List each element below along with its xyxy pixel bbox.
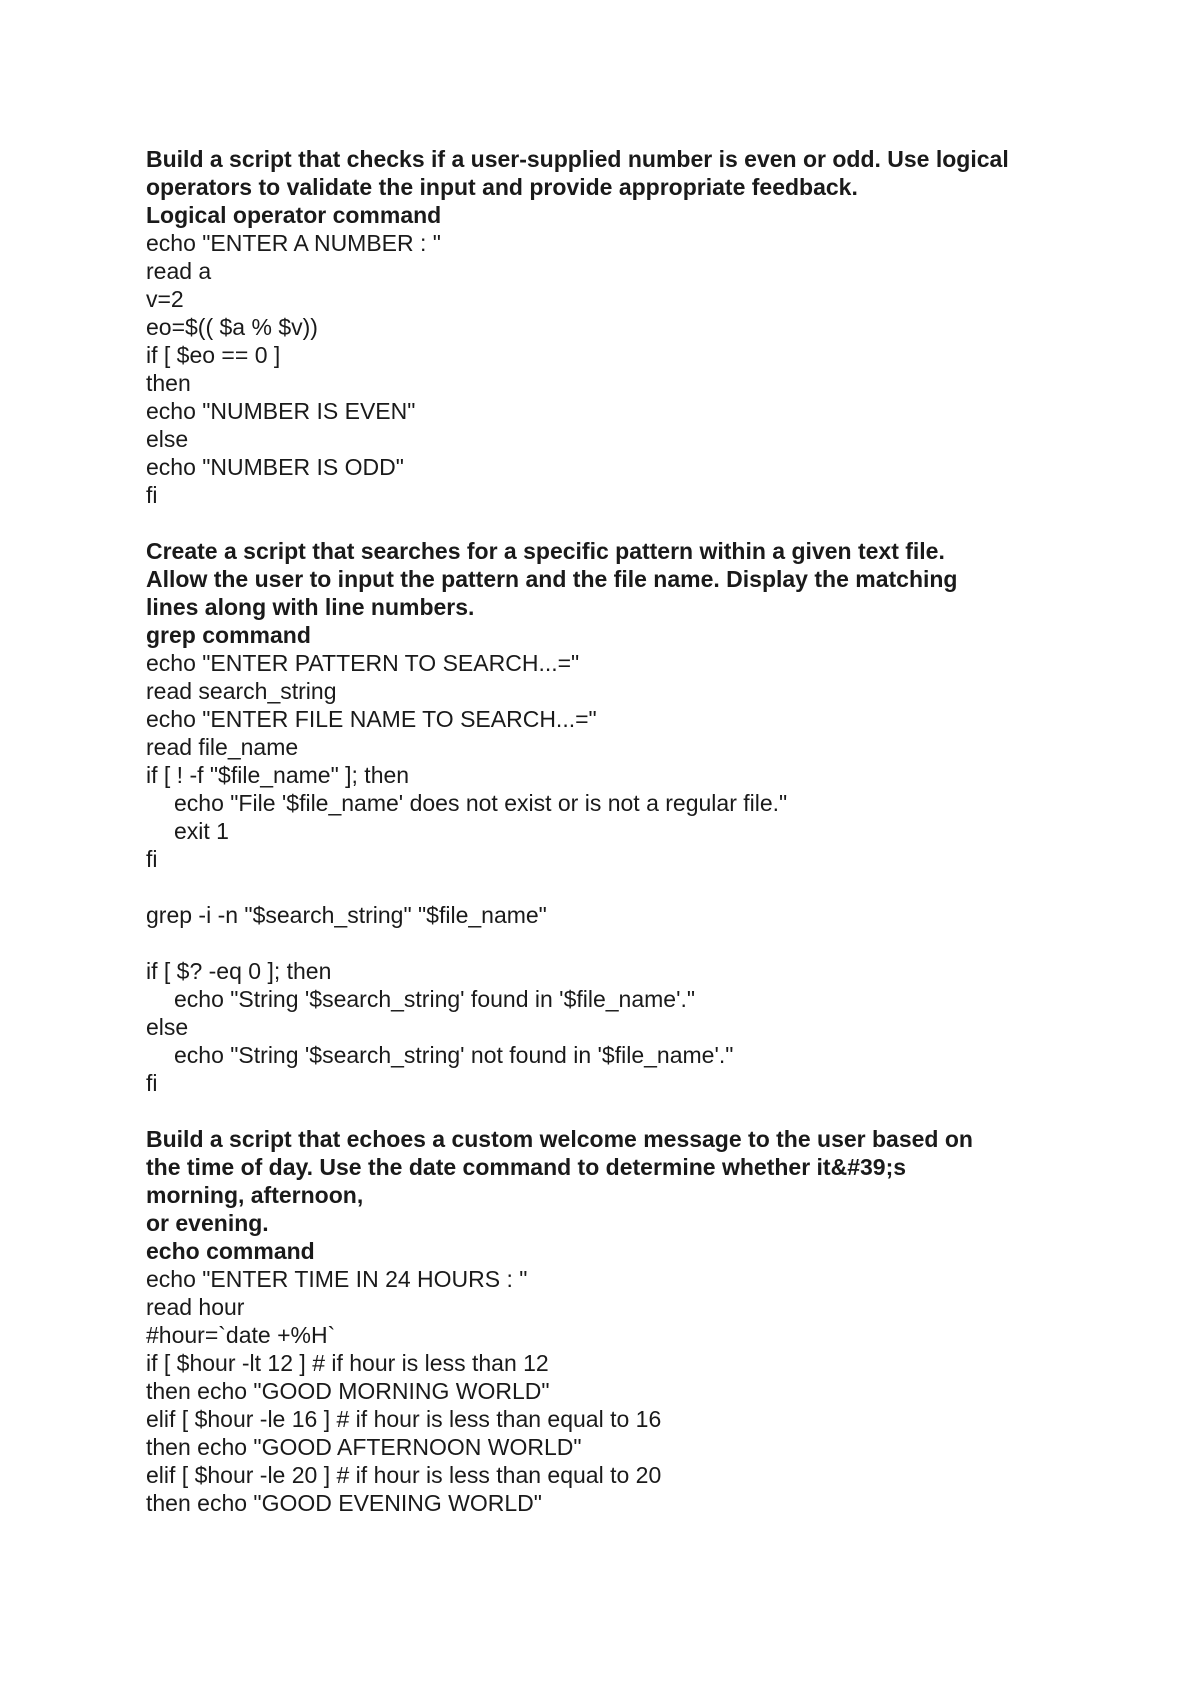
code-line: exit 1 (174, 818, 229, 844)
section-welcome-message (146, 1125, 1086, 1517)
task-description-line: or evening. (146, 1210, 269, 1236)
code-line: if [ $eo == 0 ] (146, 342, 281, 368)
document-page (146, 145, 1086, 1517)
code-line: fi (146, 846, 158, 872)
code-line: if [ ! -f "$file_name" ]; then (146, 762, 410, 788)
section-heading: echo command (146, 1238, 315, 1264)
task-description-line: Build a script that echoes a custom welcome message to the user based on (146, 1126, 973, 1152)
code-line: if [ $? -eq 0 ]; then (146, 958, 332, 984)
code-line: if [ $hour -lt 12 ] # if hour is less than 12 (146, 1350, 549, 1376)
code-line: echo "String '$search_string' not found in '$file_name'." (174, 1042, 734, 1068)
section-grep (146, 537, 1086, 1097)
code-line: fi (146, 482, 158, 508)
code-line (146, 929, 1086, 957)
code-line: v=2 (146, 286, 184, 312)
code-line: echo "ENTER FILE NAME TO SEARCH...=" (146, 706, 597, 732)
code-line: echo "ENTER PATTERN TO SEARCH...=" (146, 650, 580, 676)
code-line: then (146, 370, 191, 396)
task-description-line: Allow the user to input the pattern and the file name. Display the matching (146, 566, 958, 592)
code-line: eo=$(( $a % $v)) (146, 314, 318, 340)
section-even-odd (146, 145, 1086, 509)
code-line: fi (146, 1070, 158, 1096)
code-line: #hour=`date +%H` (146, 1322, 336, 1348)
code-line (146, 873, 1086, 901)
task-description-line: operators to validate the input and provide appropriate feedback. (146, 174, 858, 200)
code-line: then echo "GOOD MORNING WORLD" (146, 1378, 550, 1404)
code-line: echo "ENTER TIME IN 24 HOURS : " (146, 1266, 528, 1292)
task-description-line: lines along with line numbers. (146, 594, 475, 620)
code-line: elif [ $hour -le 16 ] # if hour is less than equal to 16 (146, 1406, 662, 1432)
code-line: elif [ $hour -le 20 ] # if hour is less than equal to 20 (146, 1462, 662, 1488)
task-description-line: the time of day. Use the date command to determine whether it&#39;s (146, 1154, 907, 1180)
section-heading: Logical operator command (146, 202, 442, 228)
code-line: echo "String '$search_string' found in '$file_name'." (174, 986, 696, 1012)
code-line: read search_string (146, 678, 337, 704)
code-line: echo "NUMBER IS ODD" (146, 454, 404, 480)
task-description-line: morning, afternoon, (146, 1182, 364, 1208)
section-spacer (146, 509, 1086, 537)
task-description-line: Create a script that searches for a specific pattern within a given text file. (146, 538, 945, 564)
code-line: then echo "GOOD AFTERNOON WORLD" (146, 1434, 582, 1460)
code-line: echo "NUMBER IS EVEN" (146, 398, 416, 424)
code-line: echo "File '$file_name' does not exist or is not a regular file." (174, 790, 788, 816)
section-heading: grep command (146, 622, 311, 648)
code-line: echo "ENTER A NUMBER : " (146, 230, 441, 256)
code-line: then echo "GOOD EVENING WORLD" (146, 1490, 542, 1516)
code-line: else (146, 426, 189, 452)
task-description-line: Build a script that checks if a user-supplied number is even or odd. Use logical (146, 146, 1009, 172)
code-line: else (146, 1014, 189, 1040)
code-line: read hour (146, 1294, 245, 1320)
code-line: read file_name (146, 734, 299, 760)
section-spacer (146, 1097, 1086, 1125)
code-line: grep -i -n "$search_string" "$file_name" (146, 902, 547, 928)
code-line: read a (146, 258, 212, 284)
